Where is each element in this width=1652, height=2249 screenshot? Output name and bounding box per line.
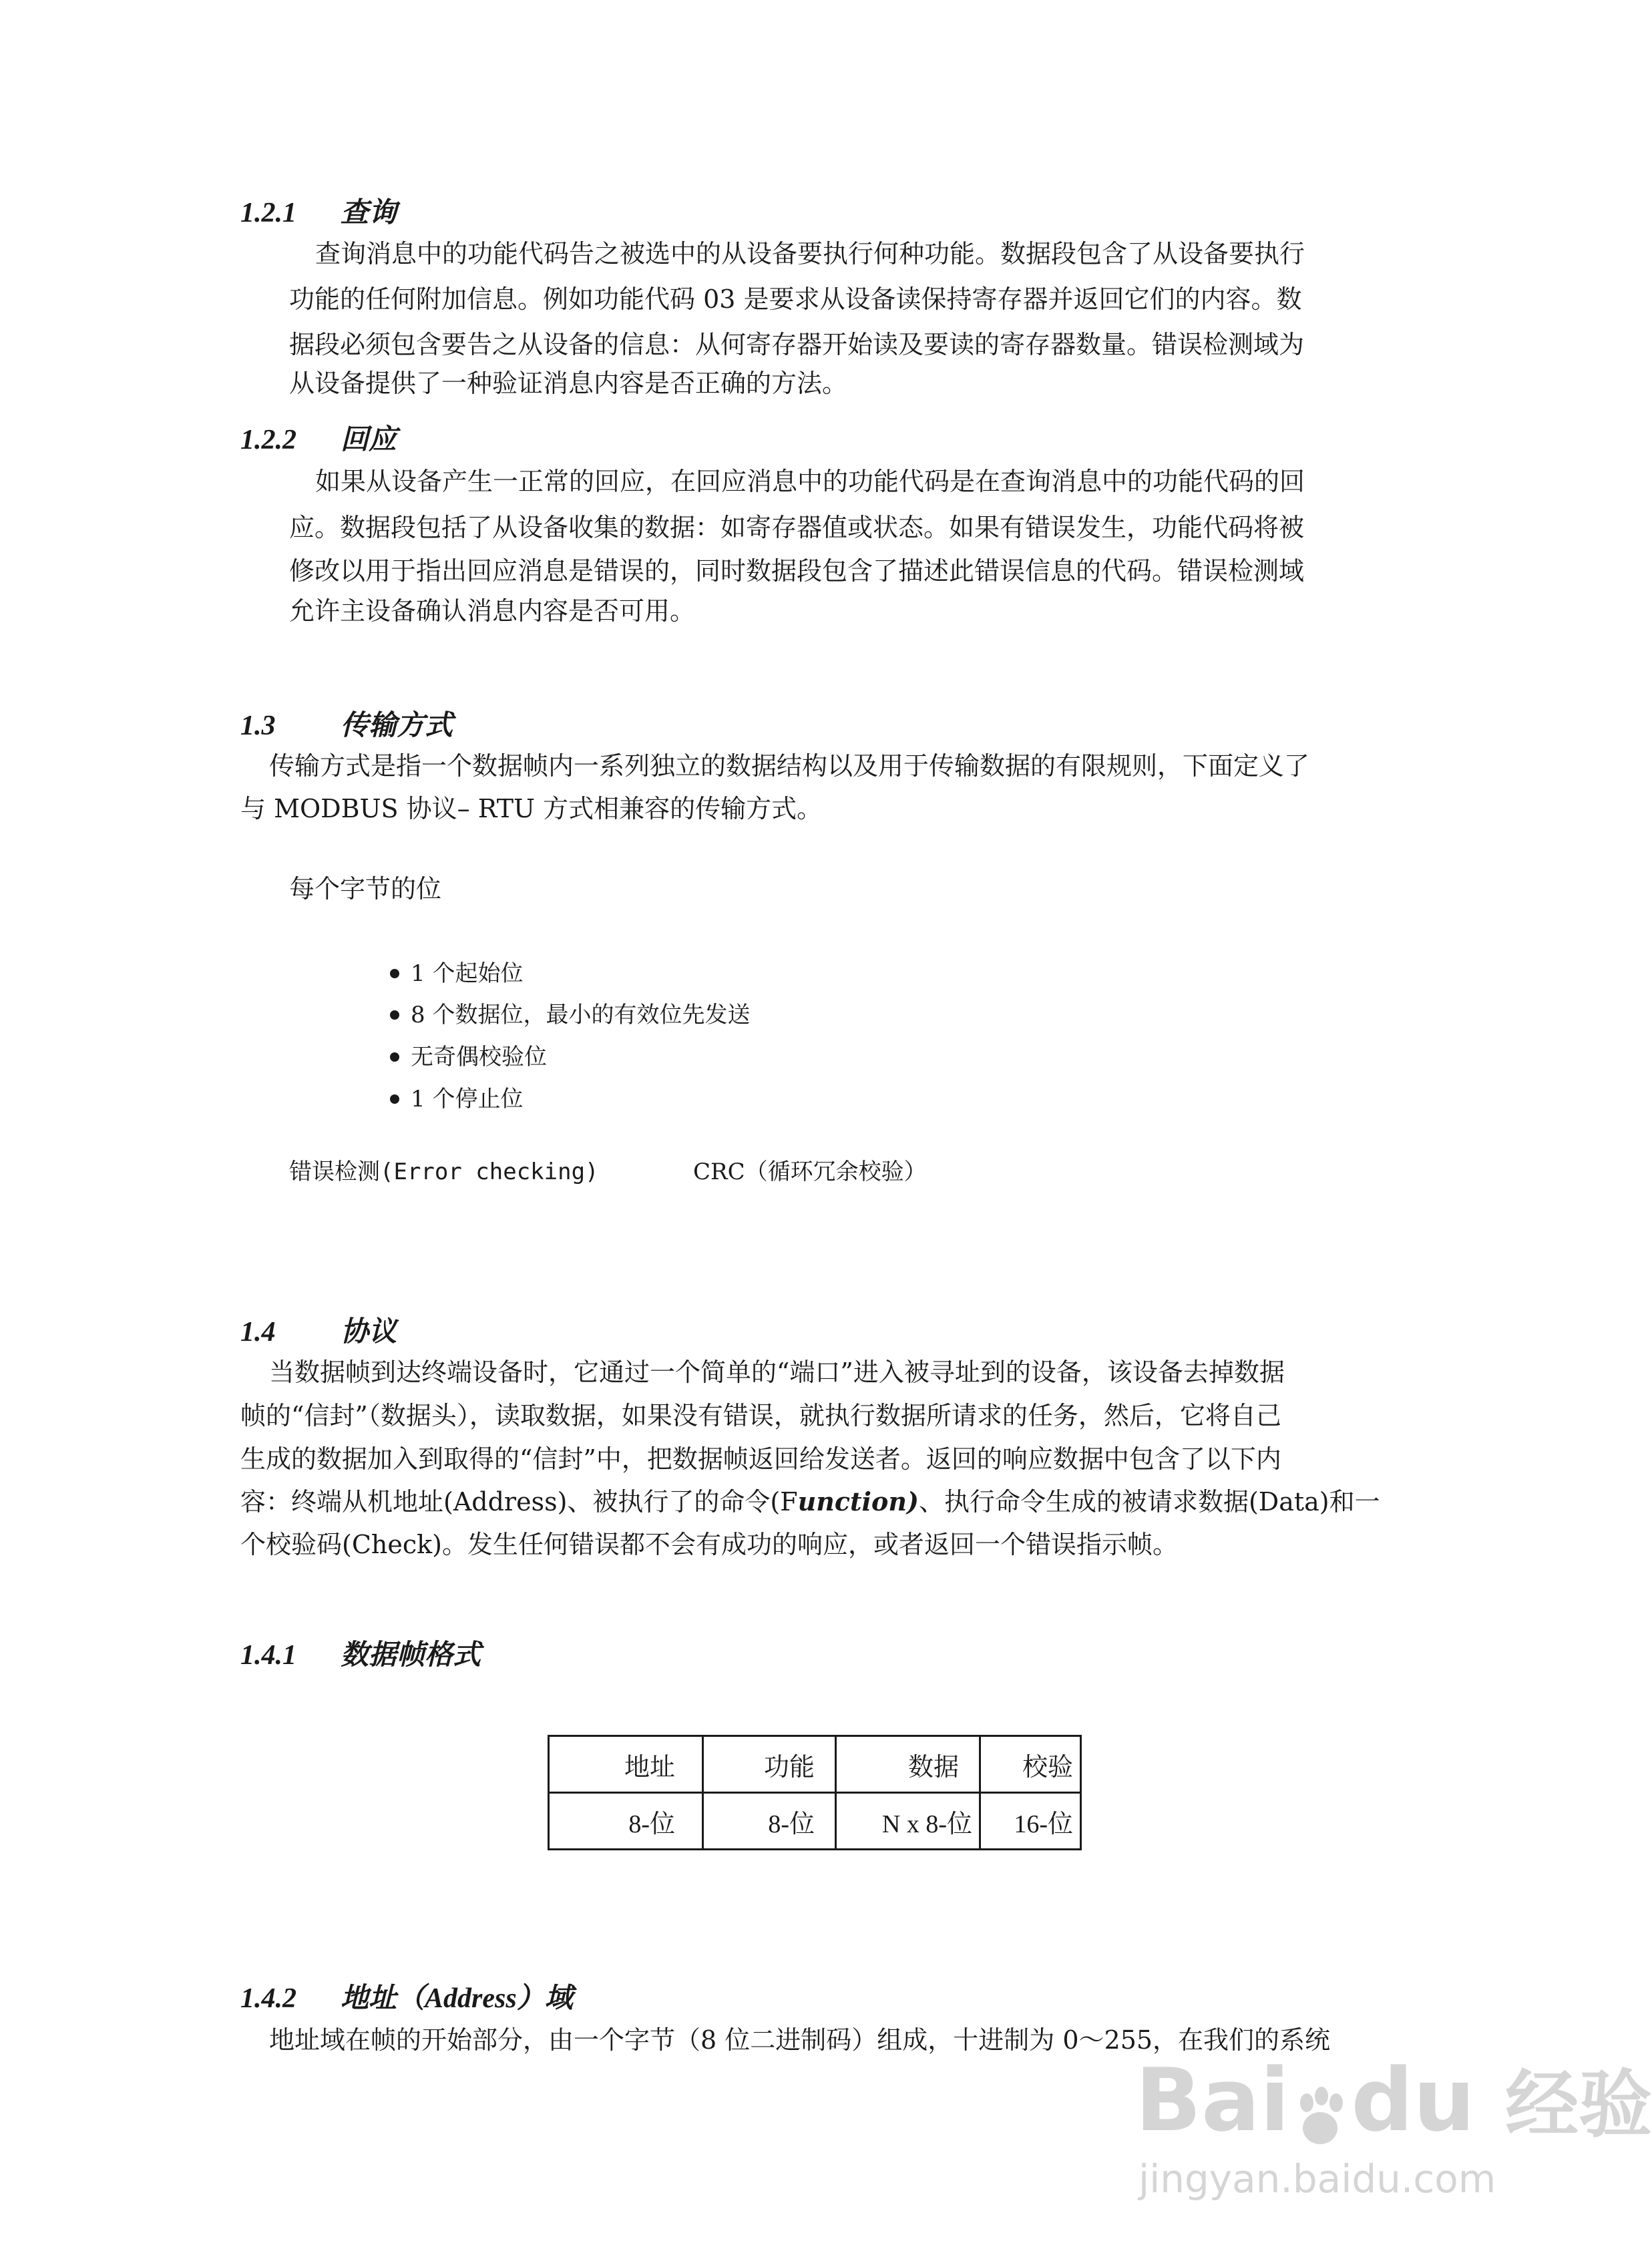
paragraph-line: 允许主设备确认消息内容是否可用。 <box>289 596 696 626</box>
heading-title: 协议 <box>341 1317 397 1348</box>
line-part: 容：终端从机地址(Address)、被执行了的命令(F <box>240 1487 798 1516</box>
paragraph-line: 帧的“信封”（数据头），读取数据，如果没有错误，就执行数据所请求的任务，然后，它将自己 <box>240 1401 1281 1430</box>
paragraph-line: 功能的任何附加信息。例如功能代码 03 是要求从设备读保持寄存器并返回它们的内容。数 <box>289 284 1302 314</box>
table-header-row <box>549 1736 1081 1793</box>
heading-title: 地址（Address）域 <box>341 1983 573 2014</box>
heading-number: 1.4.1 <box>240 1640 296 1671</box>
frame-format-table <box>548 1735 1082 1850</box>
paw-icon <box>1293 2073 1347 2139</box>
paragraph-line <box>240 1478 1380 1525</box>
paragraph-line: 修改以用于指出回应消息是错误的，同时数据段包含了描述此错误信息的代码。错误检测域 <box>289 556 1305 586</box>
table-cell: 地址 <box>549 1736 703 1793</box>
list-item: 无奇偶校验位 <box>411 1044 547 1070</box>
paragraph-line: 地址域在帧的开始部分，由一个字节（8 位二进制码）组成，十进制为 0～255，在我们的系统 <box>269 2025 1331 2055</box>
paragraph-line: 生成的数据加入到取得的“信封”中，把数据帧返回给发送者。返回的响应数据中包含了以下内 <box>240 1444 1281 1474</box>
paragraph-line: 据段必须包含要告之从设备的信息：从何寄存器开始读及要读的寄存器数量。错误检测域为 <box>289 330 1305 359</box>
table-cell: N x 8-位 <box>836 1793 980 1850</box>
heading-number: 1.2.2 <box>240 425 296 455</box>
heading-number: 1.4 <box>240 1317 276 1348</box>
paragraph-line: 与 MODBUS 协议– RTU 方式相兼容的传输方式。 <box>240 794 823 823</box>
table-cell: 8-位 <box>549 1793 703 1850</box>
paragraph-line: 传输方式是指一个数据帧内一系列独立的数据结构以及用于传输数据的有限规则，下面定义了 <box>269 751 1310 781</box>
bullet-icon <box>390 1094 399 1104</box>
table-row <box>549 1793 1081 1850</box>
heading-number: 1.3 <box>240 710 276 741</box>
bullet-icon <box>390 1010 399 1020</box>
heading-1-4-1 <box>240 1639 481 1672</box>
watermark-brand-cn: 经验 <box>1505 2062 1652 2148</box>
heading-1-4 <box>240 1315 397 1349</box>
table-cell: 数据 <box>836 1736 980 1793</box>
paragraph-line: 如果从设备产生一正常的回应，在回应消息中的功能代码是在查询消息中的功能代码的回 <box>315 467 1305 496</box>
heading-1-4-2 <box>240 1982 573 2015</box>
heading-title: 数据帧格式 <box>341 1640 481 1671</box>
watermark-brand: Bai <box>1135 2049 1290 2151</box>
watermark-logo <box>1135 2049 1652 2152</box>
heading-number: 1.4.2 <box>240 1983 296 2014</box>
heading-number: 1.2.1 <box>240 198 296 228</box>
table-cell: 校验 <box>980 1736 1081 1793</box>
function-term: unction) <box>797 1486 919 1516</box>
heading-title: 查询 <box>341 198 397 228</box>
paragraph-line: 从设备提供了一种验证消息内容是否正确的方法。 <box>289 369 848 398</box>
list-item: 8 个数据位，最小的有效位先发送 <box>411 1002 751 1028</box>
paragraph-line: 当数据帧到达终端设备时，它通过一个简单的“端口”进入被寻址到的设备，该设备去掉数据 <box>269 1358 1285 1387</box>
error-check-value: CRC（循环冗余校验） <box>693 1159 927 1185</box>
heading-title: 传输方式 <box>341 710 453 741</box>
heading-1-2-1 <box>240 196 397 230</box>
table-cell: 16-位 <box>980 1793 1081 1850</box>
heading-title: 回应 <box>341 425 397 455</box>
error-check-label: 错误检测(Error checking) <box>289 1159 599 1185</box>
bits-label: 每个字节的位 <box>289 874 442 903</box>
list-item: 1 个起始位 <box>411 960 524 987</box>
paragraph-line: 查询消息中的功能代码告之被选中的从设备要执行何种功能。数据段包含了从设备要执行 <box>315 239 1305 268</box>
bullet-icon <box>390 969 399 978</box>
watermark-url: jingyan.baidu.com <box>1139 2156 1496 2202</box>
table-cell: 功能 <box>703 1736 836 1793</box>
bullet-icon <box>390 1052 399 1062</box>
paragraph-line: 个校验码(Check)。发生任何错误都不会有成功的响应，或者返回一个错误指示帧。 <box>240 1530 1178 1559</box>
line-part: 、执行命令生成的被请求数据(Data)和一 <box>918 1487 1380 1516</box>
table-cell: 8-位 <box>703 1793 836 1850</box>
paragraph-line: 应。数据段包括了从设备收集的数据：如寄存器值或状态。如果有错误发生，功能代码将被 <box>289 513 1305 542</box>
heading-1-3 <box>240 709 453 743</box>
list-item: 1 个停止位 <box>411 1086 524 1112</box>
heading-1-2-2 <box>240 423 397 457</box>
watermark-brand2: du <box>1351 2049 1475 2151</box>
